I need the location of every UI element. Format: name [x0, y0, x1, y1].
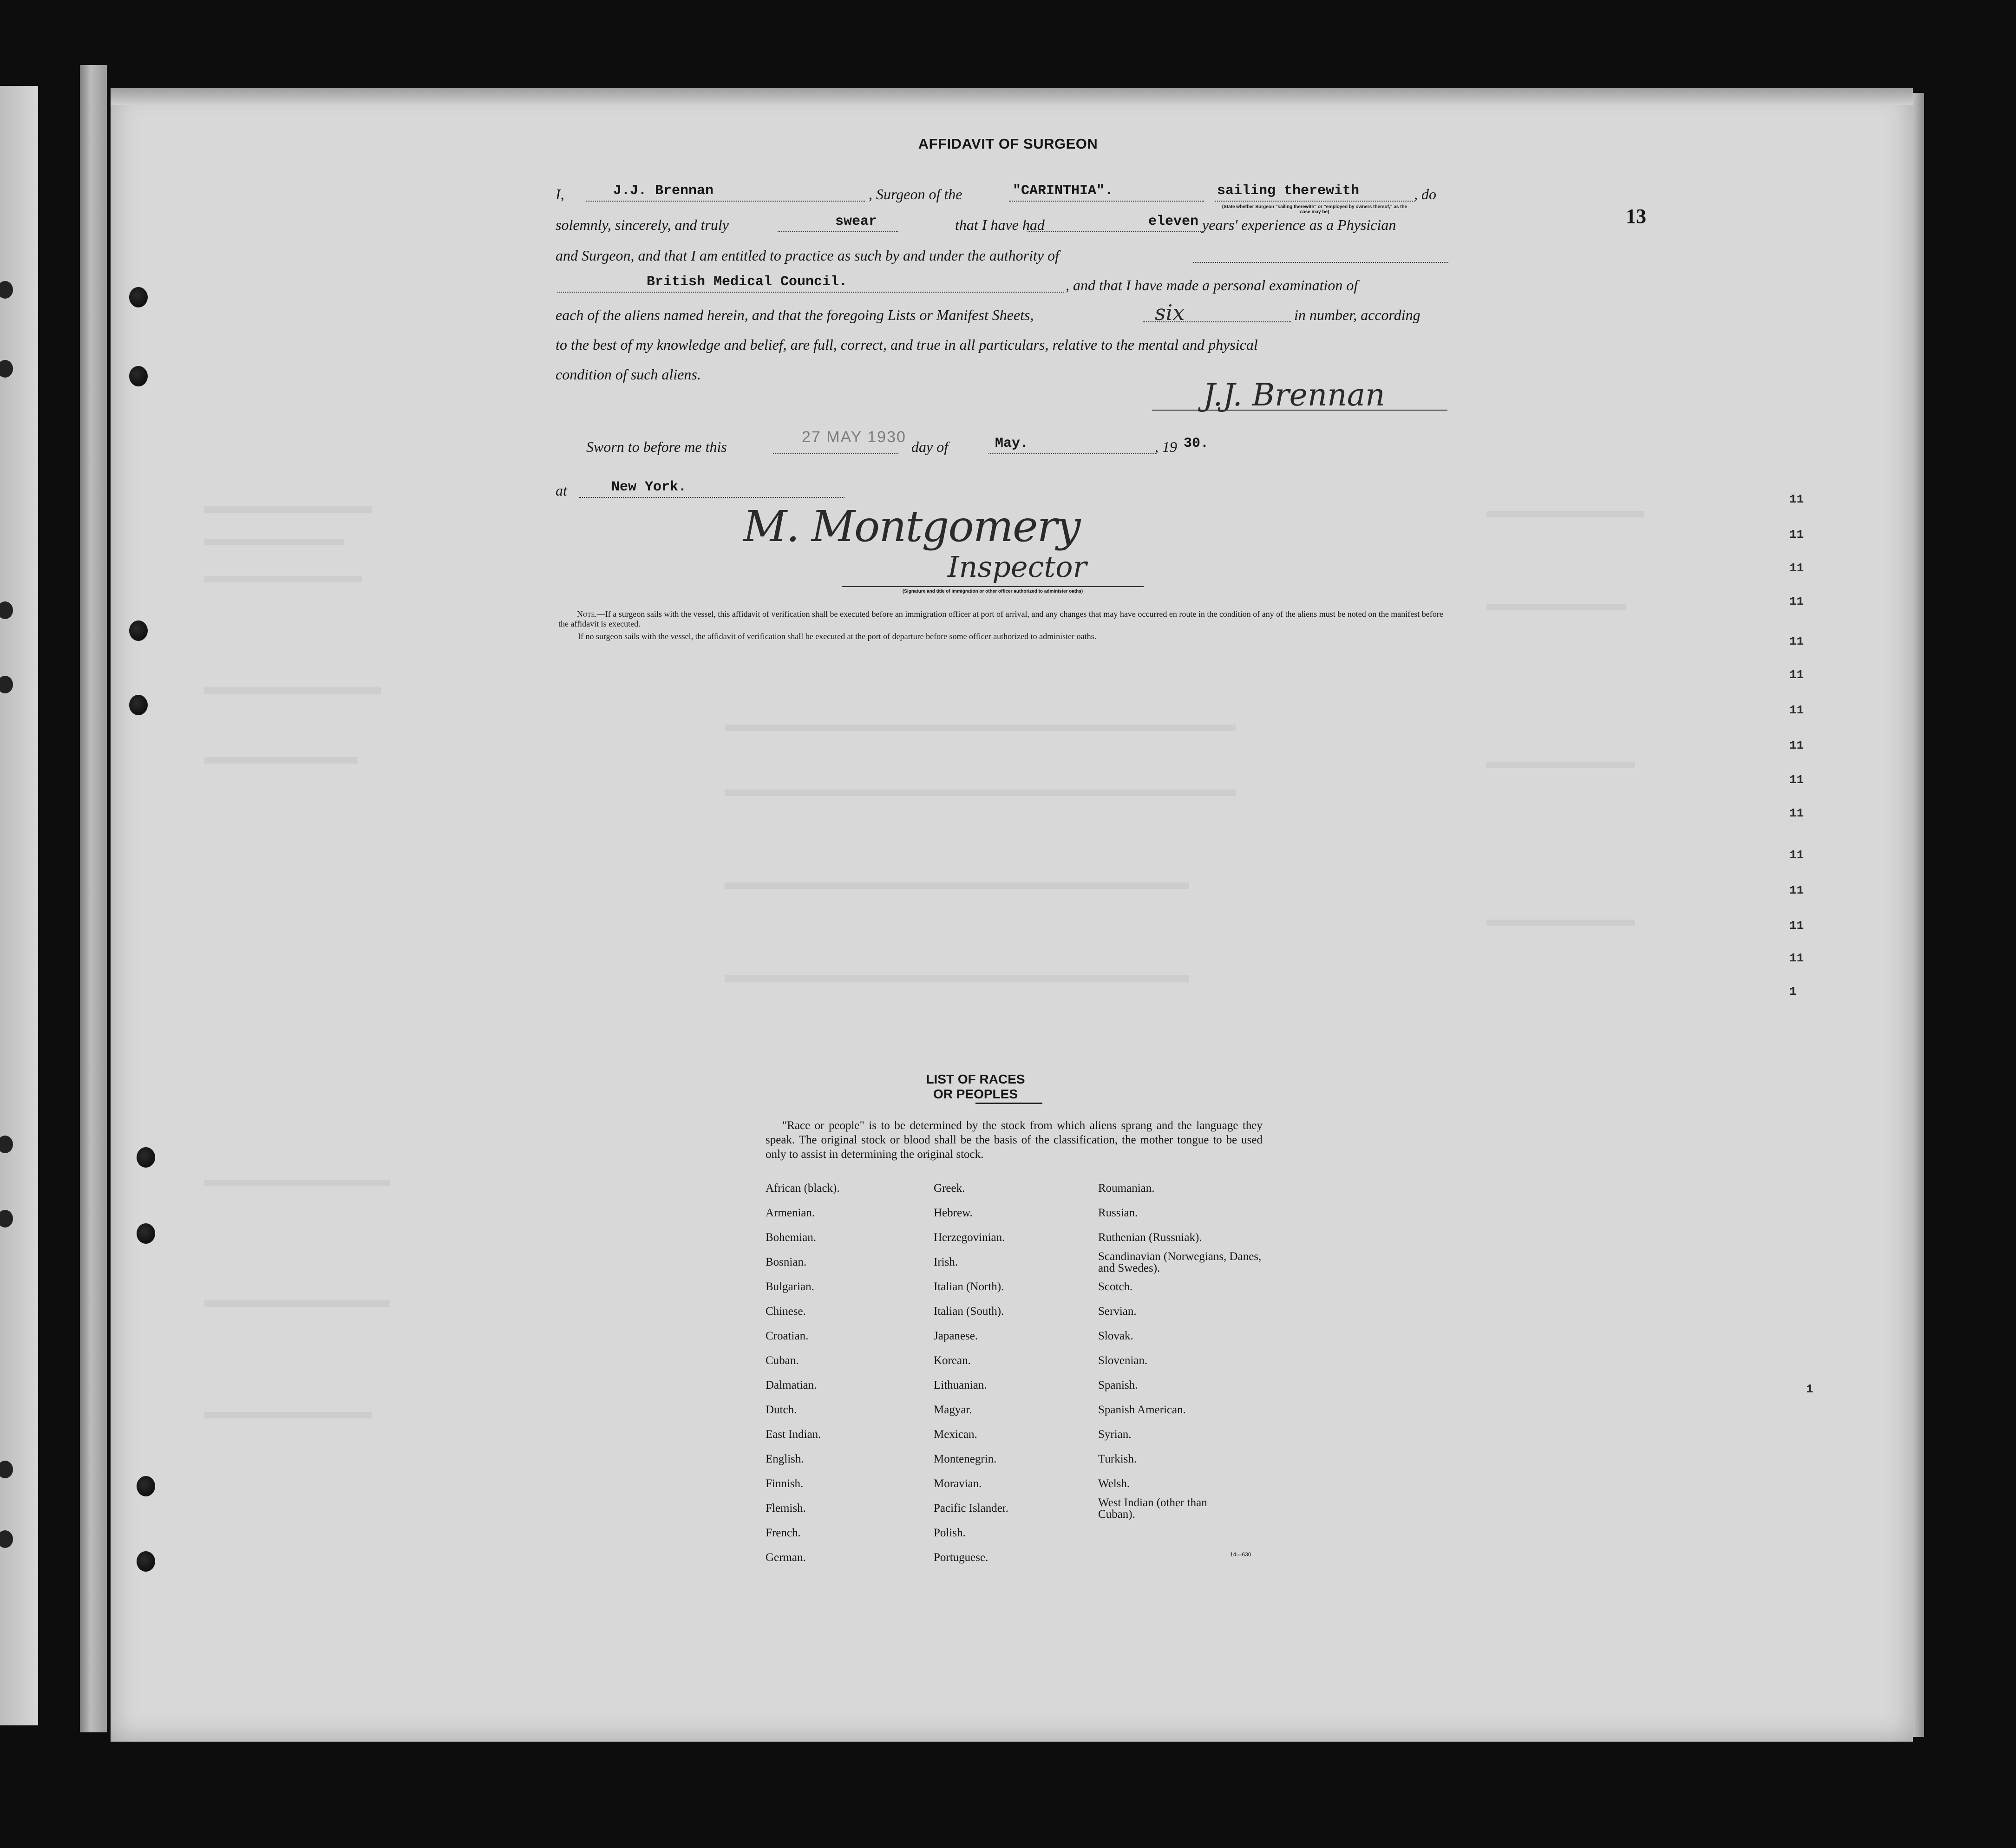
binder-hole	[0, 1461, 13, 1478]
line-text: , do	[1414, 186, 1436, 202]
race-item: Magyar.	[934, 1404, 972, 1416]
race-item: Syrian.	[1098, 1428, 1132, 1441]
affidavit-title: AFFIDAVIT OF SURGEON	[918, 136, 1098, 152]
races-intro	[766, 1118, 1263, 1162]
margin-number: 11	[1789, 634, 1804, 648]
race-item: Polish.	[934, 1527, 966, 1539]
line-text: , 19	[1155, 438, 1177, 455]
margin-number: 1	[1789, 985, 1797, 999]
bleed-through-row	[204, 1412, 372, 1418]
fill-line	[1215, 201, 1415, 202]
surgeon-status-field: sailing therewith	[1217, 183, 1360, 199]
line-text: solemnly, sincerely, and truly	[556, 216, 729, 233]
bleed-through-row	[204, 1180, 390, 1186]
race-item: Welsh.	[1098, 1477, 1130, 1490]
binder-hole	[0, 601, 13, 619]
margin-number: 11	[1789, 738, 1804, 752]
margin-number: 11	[1789, 703, 1804, 717]
binder-hole	[0, 360, 13, 378]
race-item: Lithuanian.	[934, 1379, 987, 1391]
race-item: Japanese.	[934, 1330, 978, 1342]
line-text: each of the aliens named herein, and that the foregoing Lists or Manifest Sheets,	[556, 307, 1034, 323]
race-item: Roumanian.	[1098, 1182, 1155, 1195]
sworn-year-field: 30.	[1184, 436, 1209, 451]
place-city-field: New York.	[611, 479, 687, 495]
race-item: Mexican.	[934, 1428, 977, 1441]
note-text: —If a surgeon sails with the vessel, this affidavit of verification shall be executed before an immigration officer at port of arrival, and any changes that may have occurred en route in the condition of any of the aliens must be noted on the manifest before the affidavit is executed.	[558, 609, 1443, 628]
race-item: Servian.	[1098, 1305, 1137, 1318]
race-item: Spanish American.	[1098, 1404, 1186, 1416]
race-item: East Indian.	[766, 1428, 821, 1441]
race-item: Chinese.	[766, 1305, 806, 1318]
race-item: Dalmatian.	[766, 1379, 817, 1391]
bleed-through-row	[725, 882, 1189, 889]
bleed-through-row	[1486, 920, 1635, 926]
authority-field: British Medical Council.	[647, 274, 848, 290]
race-item: Slovenian.	[1098, 1354, 1148, 1367]
race-item: French.	[766, 1527, 801, 1539]
races-column-2	[934, 1176, 1008, 1570]
officer-signature: M. Montgomery	[743, 502, 1080, 551]
line-text: at	[556, 482, 567, 499]
page-number: 13	[1626, 205, 1646, 228]
fill-line	[1009, 201, 1204, 202]
punch-hole	[137, 1551, 155, 1572]
margin-number: 11	[1789, 561, 1804, 575]
bleed-through-row	[204, 687, 381, 694]
margin-number: 11	[1789, 848, 1804, 862]
line-prefix: I,	[556, 186, 564, 202]
surgeon-signature: J.J. Brennan	[1203, 377, 1385, 413]
bleed-through-row	[204, 757, 358, 764]
punch-hole	[129, 287, 148, 307]
binder-hole	[0, 1136, 13, 1153]
margin-number: 11	[1789, 528, 1804, 542]
race-item: Bohemian.	[766, 1231, 817, 1244]
race-item: Armenian.	[766, 1207, 815, 1219]
race-item: Korean.	[934, 1354, 971, 1367]
race-item: Spanish.	[1098, 1379, 1138, 1391]
bleed-through-row	[725, 725, 1236, 731]
race-item: Herzegovinian.	[934, 1231, 1005, 1244]
signature-line	[1152, 410, 1447, 411]
punch-hole	[129, 695, 148, 715]
note-paragraph-1	[558, 609, 1455, 629]
punch-hole	[137, 1223, 155, 1244]
note-label: Note.	[577, 609, 597, 619]
races-intro-text: "Race or people" is to be determined by the stock from which aliens sprang and the language they speak. The original stock or blood shall be the basis of the classification, the mother tongue to be used only to assist in determining the original stock.	[766, 1119, 1263, 1161]
binder-hole	[0, 676, 13, 693]
years-experience-field: eleven	[1148, 214, 1199, 229]
line-text: to the best of my knowledge and belief, are full, correct, and true in all particulars, relative to the mental and physical	[556, 336, 1258, 353]
race-item: West Indian (other than Cuban).	[1098, 1496, 1207, 1521]
line-text: in number, according	[1294, 307, 1420, 323]
race-item: Bosnian.	[766, 1256, 807, 1268]
fill-line	[773, 453, 898, 454]
race-item: Italian (North).	[934, 1280, 1004, 1293]
margin-number: 11	[1789, 773, 1804, 787]
race-item: German.	[766, 1551, 806, 1564]
binder-hole	[0, 1530, 13, 1548]
line-text: Sworn to before me this	[586, 438, 727, 455]
affidavit-line-4	[556, 274, 1447, 305]
race-item: Croatian.	[766, 1330, 809, 1342]
race-item: Finnish.	[766, 1477, 804, 1490]
race-item: Slovak.	[1098, 1330, 1133, 1342]
race-item: Ruthenian (Russniak).	[1098, 1231, 1202, 1244]
races-column-3	[1098, 1176, 1265, 1521]
sheets-count-field: six	[1155, 300, 1185, 325]
bleed-through-row	[204, 1300, 390, 1307]
race-item: Cuban.	[766, 1354, 799, 1367]
punch-hole	[129, 366, 148, 386]
race-item: Pacific Islander.	[934, 1502, 1009, 1515]
line-text: , Surgeon of the	[869, 186, 962, 202]
race-item: Flemish.	[766, 1502, 806, 1515]
race-item: Scandinavian (Norwegians, Danes, and Swedes).	[1098, 1250, 1262, 1274]
adjacent-page-edge	[0, 86, 38, 1725]
race-item: English.	[766, 1453, 804, 1465]
line-text: and Surgeon, and that I am entitled to practice as such by and under the authority of	[556, 247, 1059, 264]
binding-strip	[80, 65, 107, 1732]
margin-number: 1	[1806, 1382, 1813, 1396]
margin-number: 11	[1789, 919, 1804, 933]
race-item: Greek.	[934, 1182, 965, 1195]
line-text: that I have had	[955, 216, 1045, 233]
fill-line	[586, 201, 865, 202]
margin-number: 11	[1789, 806, 1804, 820]
race-item: Hebrew.	[934, 1207, 973, 1219]
fill-line	[1143, 321, 1291, 322]
bleed-through-row	[1486, 511, 1644, 517]
line-text: , and that I have made a personal examination of	[1066, 277, 1358, 294]
fill-line	[988, 453, 1156, 454]
punch-hole	[129, 620, 148, 641]
oath-field: swear	[835, 214, 877, 229]
margin-number: 11	[1789, 883, 1804, 897]
affidavit-line-6	[556, 336, 1447, 364]
date-stamp: 27 MAY 1930	[802, 428, 906, 446]
surgeon-status-note: (State whether Surgeon "sailing therewith" or "employed by owners thereof," as the case may be)	[1222, 204, 1407, 215]
line-text: condition of such aliens.	[556, 366, 701, 383]
margin-number: 11	[1789, 492, 1804, 506]
officer-caption: (Signature and title of immigration or other officer authorized to administer oaths)	[902, 589, 1083, 594]
fill-line	[778, 231, 898, 232]
margin-number: 11	[1789, 668, 1804, 682]
sworn-line	[586, 438, 1478, 466]
races-column-1	[766, 1176, 840, 1570]
officer-title-signature: Inspector	[948, 550, 1087, 584]
binder-hole	[0, 1210, 13, 1228]
race-item: Dutch.	[766, 1404, 797, 1416]
page-top-shadow	[111, 88, 1913, 105]
ship-name-field: "CARINTHIA".	[1013, 183, 1113, 199]
bleed-through-row	[1486, 762, 1635, 768]
race-item: Bulgarian.	[766, 1280, 814, 1293]
affidavit-line-2	[556, 216, 1447, 244]
race-item: Irish.	[934, 1256, 958, 1268]
fill-line	[579, 497, 844, 498]
affidavit-line-3	[556, 247, 1447, 275]
note-text: If no surgeon sails with the vessel, the affidavit of verification shall be executed at the port of departure before some officer authorized to administer oaths.	[578, 632, 1097, 641]
line-text: day of	[911, 438, 949, 455]
bleed-through-row	[204, 576, 362, 582]
bleed-through-row	[725, 975, 1189, 982]
signature-line	[842, 586, 1144, 587]
surgeon-name-field: J.J. Brennan	[613, 183, 714, 199]
race-item: African (black).	[766, 1182, 840, 1195]
bleed-through-row	[1486, 604, 1626, 610]
race-item: Italian (South).	[934, 1305, 1004, 1318]
fill-line	[557, 292, 1064, 293]
sworn-month-field: May.	[995, 436, 1029, 451]
bleed-through-row	[204, 539, 344, 545]
margin-number: 11	[1789, 951, 1804, 965]
bleed-through-row	[204, 506, 372, 513]
line-text: years' experience as a Physician	[1202, 216, 1396, 233]
affidavit-line-5	[556, 300, 1447, 334]
title-rule	[975, 1103, 1042, 1104]
race-item: Scotch.	[1098, 1280, 1133, 1293]
form-code: 14—630	[1230, 1551, 1251, 1558]
race-item: Portuguese.	[934, 1551, 988, 1564]
race-item: Russian.	[1098, 1207, 1138, 1219]
races-list-title: LIST OF RACES OR PEOPLES	[926, 1072, 1025, 1101]
punch-hole	[137, 1476, 155, 1496]
punch-hole	[137, 1147, 155, 1168]
fill-line	[1028, 231, 1204, 232]
note-paragraph-2	[578, 632, 1456, 641]
race-item: Turkish.	[1098, 1453, 1137, 1465]
bleed-through-row	[725, 790, 1236, 796]
binder-hole	[0, 281, 13, 299]
race-item: Moravian.	[934, 1477, 982, 1490]
fill-line	[1193, 262, 1448, 263]
margin-number: 11	[1789, 594, 1804, 608]
race-item: Montenegrin.	[934, 1453, 997, 1465]
